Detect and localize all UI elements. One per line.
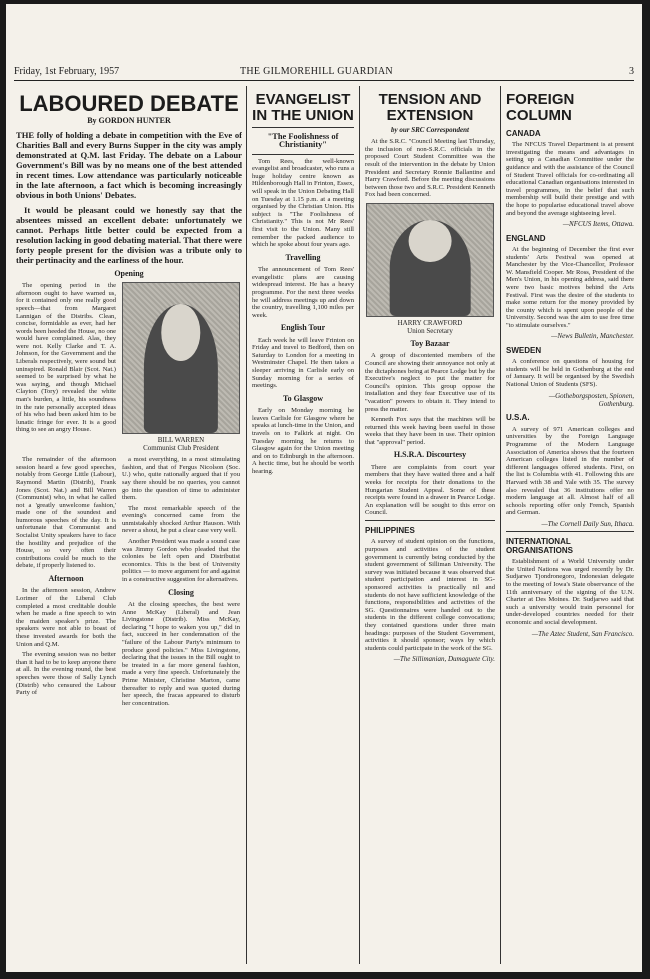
lead-paragraph: It would be pleasant could we honestly say that the absentees missed an excellent debate: unfortunately we cannot. Perhaps little better could be expected from a resolution lacking in good debating material. That there were forty people present for the division was a tribute only to their pertinacity and the earliness of the hour. — [16, 204, 242, 265]
country-heading: ENGLAND — [506, 233, 546, 243]
source-credit: —The Cornell Daily Sun, Ithaca. — [541, 520, 634, 528]
pull-quote: "The Foolishness of Christianity" — [267, 131, 339, 150]
headline: FOREIGN COLUMN — [506, 91, 575, 124]
body-text: A survey of student opinion on the functions, purposes and activities of the student government is currently being conducted by the student government of Silliman University. The survey was initiated because it was observed that student participation and interest in SG-sponsored activities is practically nil and students do not have sufficient knowledge of the functions, responsibilities and activities of the SG. Questionnaires were handed out to the students in the different college convocations; they contained questions under three main headings: purposes of the Student Government, activities it should sponsor; ways by which students could participate in the work of the SG. — [365, 538, 495, 652]
subhead: Afternoon — [48, 574, 84, 584]
body-text: At the closing speeches, the best were Anne McKay (Liberal) and Jean Livingstone (Distrib). Miss McKay, declaring "I hope to waken you up," did in fact, succeed in her condemnation of the "failure of the Labour Party's minimum to produce good policies." Miss Livingstone, declaring that the issues in the Bill ought to be treated in a far more general fashion, made a very fine speech. Unfortunately the Prime Minister, Christine Marton, came thereafter to reply and was quoted during her speech, the fracas appeared to disturb her concentration. — [122, 601, 240, 707]
subhead: English Tour — [280, 323, 326, 333]
caption-role: Communist Club President — [143, 444, 219, 453]
body-text: Early on Monday morning he leaves Carlisle for Glasgow where he speaks at lunch-time in the Union, and travels on to Falkirk at night. On Tuesday morning he returns to Glasgow again for the Union meeting and on to Edinburgh in the afternoon. A hectic time, but he should be worth hearing. — [252, 407, 354, 475]
byline: by our SRC Correspondent — [391, 125, 469, 134]
body-text: At the beginning of December the first ever students' Arts Festival was opened at Manchester by the Vice-Chancellor, Professor W. Mansfield Cooper. Mr Ross, President of the Men's Union, in his opening address, said there were two basic motives behind the Arts Festival. First was the desire of the students to make some return for the money provided by the county which is spent upon people of the University. Second was the aim to use free time "to stimulate ourselves." — [506, 245, 634, 329]
headline: LABOURED DEBATE — [19, 91, 239, 116]
subhead: To Glasgow — [283, 393, 323, 403]
body-text: In the afternoon session, Andrew Lorimer of the Liberal Club completed a most creditable double when he made a fine speech to win the maiden speaker's prize. The speakers were not able to boast of these invested awards for both the Union and Q.M. — [16, 587, 116, 648]
page-header — [14, 64, 634, 81]
body-text: The announcement of Tom Rees' evangelistic plans are causing widespread interest. He has a heavy programme. For the next three weeks he will address meetings up and down the country, travelling 1,100 miles per week. — [252, 266, 354, 319]
body-text: Each week he will leave Frinton on Friday and travel to Bedford, then on Saturday to London for a meeting in Westminster Chapel. He then takes a sleeper arriving in Carlisle early on Sunday morning for a series of meetings. — [252, 336, 354, 390]
body-text: At the S.R.C. "Council Meeting last Thursday, the inclusion of non-S.R.C. officials in the proposed Court Student Committee was the result of the intervention in the debate by Union President and Secretary Ronnie Ballantine and Harry Crawford. Before the meeting discussions between those two and S.R.C. President Kenneth Fox had been concerned. — [365, 138, 495, 199]
body-text: a most everything, in a most stimulating fashion, and that of Fergus Nicolson (Soc. U.) who, quite rationally argued that if you say there should be no queries, you cannot go into the question of time to administer them. — [122, 456, 240, 502]
issue-date: Friday, 1st February, 1957 — [14, 66, 120, 77]
paper-title: THE GILMOREHILL GUARDIAN — [240, 66, 393, 77]
subhead: Opening — [114, 268, 144, 278]
byline: By GORDON HUNTER — [87, 116, 171, 126]
source-credit: —Gotheborgsposten, Spionen, Gothenburg. — [548, 391, 634, 409]
subhead: Closing — [168, 587, 194, 597]
subhead: Toy Bazaar — [410, 338, 450, 348]
body-text: A group of discontented members of the Council are showing their annoyance not only at the dictaphones being at Pearce Lodge but by the Executive's neglect to put the matter for Council's opinion. This group oppose the installation and they fear Executive use of its "vacation" powers to obtain it. They intend to press the matter. — [365, 352, 495, 413]
lead-paragraph: THE folly of holding a debate in competition with the Eve of Charities Ball and every Burns Supper in the city was amply demonstrated at Q.M. last Friday. The debate on a Labour Government's Bill was by no means one of the best attended in recent times. Low attendance was particularly noticeable in the late afternoon, a fact which is becoming increasingly obvious in both Unions' Debates. — [16, 129, 242, 200]
caption-role: Union Secretary — [407, 326, 453, 335]
subhead: Travelling — [285, 252, 321, 262]
country-heading: INTERNATIONAL ORGANISATIONS — [506, 537, 573, 555]
body-text: There are complaints from court year members that they have waited three and a half weeks for receipts for their donations to the Hungarian Student Appeal. Some of these receipts were found in a drawer in Pearce Lodge. An explanation will be sought to this error on Council. — [365, 463, 495, 517]
country-heading: PHILIPPINES — [365, 526, 415, 536]
caption-name: BILL WARREN — [157, 436, 205, 445]
source-credit: —The Sillimanian, Dumaguete City. — [393, 655, 495, 664]
headline: EVANGELIST IN THE UNION — [252, 91, 354, 124]
body-text: The NFCUS Travel Department is at present investigating the means and advantages in setting up a Canadian Committee under the guidance and with the assistance of the Council of Student Travel officials for co-ordinating all educational Canadian organisations interested in travel programmes, in the belief that such membership will build their prestige and with the hope to popularise educational travel above and beyond the average sightseeing level. — [506, 141, 634, 217]
photo-harry-crawford — [366, 203, 494, 317]
body-text: Tom Rees, the well-known evangelist and broadcaster, who runs a huge holiday centre known as Hildenborough Hall in Frinton, Essex, will speak in the Union Debating Hall on Tuesday at 1.15 p.m. at a meeting organised by the Christian Union. His subject is "The Foolishness of Christianity." This is not Mr Rees' first visit to the Union. Many still remember the packed audience to which he spoke about four years ago. — [252, 157, 354, 249]
body-text: Establishment of a World University under the United Nations was urged recently by Dr. Sudjarwo Tjondronegoro, Indonesian delegate to the meeting of Iowa's State observance of the 11th anniversary of the signing of the U.N. Charter at Des Moines. Dr. Sudjarwo said that such a university would train personnel for under-developed countries needed for their economic and social development. — [506, 558, 634, 626]
subhead: H.S.R.A. Discourtesy — [393, 450, 467, 460]
source-credit: —NFCUS Items, Ottawa. — [562, 220, 634, 229]
source-credit: —The Aztec Student, San Francisco. — [531, 629, 634, 638]
column-rule — [500, 86, 501, 964]
caption-name: HARRY CRAWFORD — [397, 318, 463, 327]
column-rule — [246, 86, 247, 964]
body-text: A survey of 971 American colleges and universities by the Foreign Language Programme of the Modern Language Association of America shows that the fourteen American colleges listed in the number of different languages offered students. First, on the list is Columbia with 41. Following this are Harvard with 38 and Yale with 35. The survey also revealed that 36 institutions offer no modern language at all. Almost half of all schools reporting offer only French, Spanish and German. — [506, 425, 634, 517]
article-tension-extension — [365, 86, 495, 968]
article-evangelist — [252, 86, 354, 968]
article-foreign-column — [506, 86, 634, 968]
photo-caption — [365, 319, 495, 335]
source-credit: —News Bulletin, Manchester. — [551, 332, 634, 341]
body-text: The opening period in the afternoon ought to have warned us, for it contained only one really good speech—that from Margaret Lannigan of the Distribs. Clean, concise, formidable as ever, had her words been heeded the House, no one would have complained. Alas, they were not. Kelly Clarke and T. A. Johnson, for the Government and the Liberals respectively, were sound but uninspired. Ronald Blair (Scot. Nat.) seemed to be surprised by what he was saying, and though Michael Clayton (Tory) revealed the white man's burden, a little, his soundness in the rate personally accepted ideas of his who had been asked him to be lunatic fringe for ever. It is a good thing to see an angry House. — [16, 282, 116, 434]
newspaper-page — [6, 4, 642, 972]
body-text: Kenneth Fox says that the machines will be returned this week having been useful in those weeks that they have been in use. Their opinion that "approval" period. — [365, 416, 495, 446]
body-text: The most remarkable speech of the evening's concerned came from the unmistakably shocked Arthur Hauson. With never a shout, he put a clear case very well. — [122, 504, 240, 535]
page-number: 3 — [629, 66, 634, 77]
body-text: A conference on questions of housing for students will be held in Gothenburg at the end of January. It will be organised by the Swedish National Union of Students (SFS). — [506, 358, 634, 389]
column-rule — [359, 86, 360, 964]
photo-caption — [122, 436, 240, 452]
country-heading: CANADA — [506, 128, 541, 138]
country-heading: U.S.A. — [506, 413, 530, 423]
body-text: The remainder of the afternoon session heard a few good speeches, notably from George Little (Labour), Raymond Martin (Distrib), Frank Jones (Scot. Nat.) and Bill Warren (Communist) who, in what he called not a 'greatly unwelcome fashion,' made one of the soundest and humorous speeches of the day. It is unfortunate that Communist and Socialist Unity speakers have to face the hostility and prejudice of the House, so very often their contributions could be much to the debate, if properly listened to. — [16, 456, 116, 570]
country-heading: SWEDEN — [506, 345, 542, 355]
headline: TENSION AND EXTENSION — [378, 91, 482, 124]
article-laboured-debate — [16, 86, 242, 968]
photo-bill-warren — [122, 282, 240, 434]
body-text: The evening session was no better than it had to be to keep anyone there at all. In the evening round, the best speeches were those of Sally Lynch (Distrib) who censured the Labour Party of — [16, 651, 116, 697]
body-text: Another President was made a sound case was Jimmy Gordon who pleaded that the colonies be left open and Distributist economics. This is the best of University politics — to move argument for and against in a constructive suggestion for alternatives. — [122, 538, 240, 584]
